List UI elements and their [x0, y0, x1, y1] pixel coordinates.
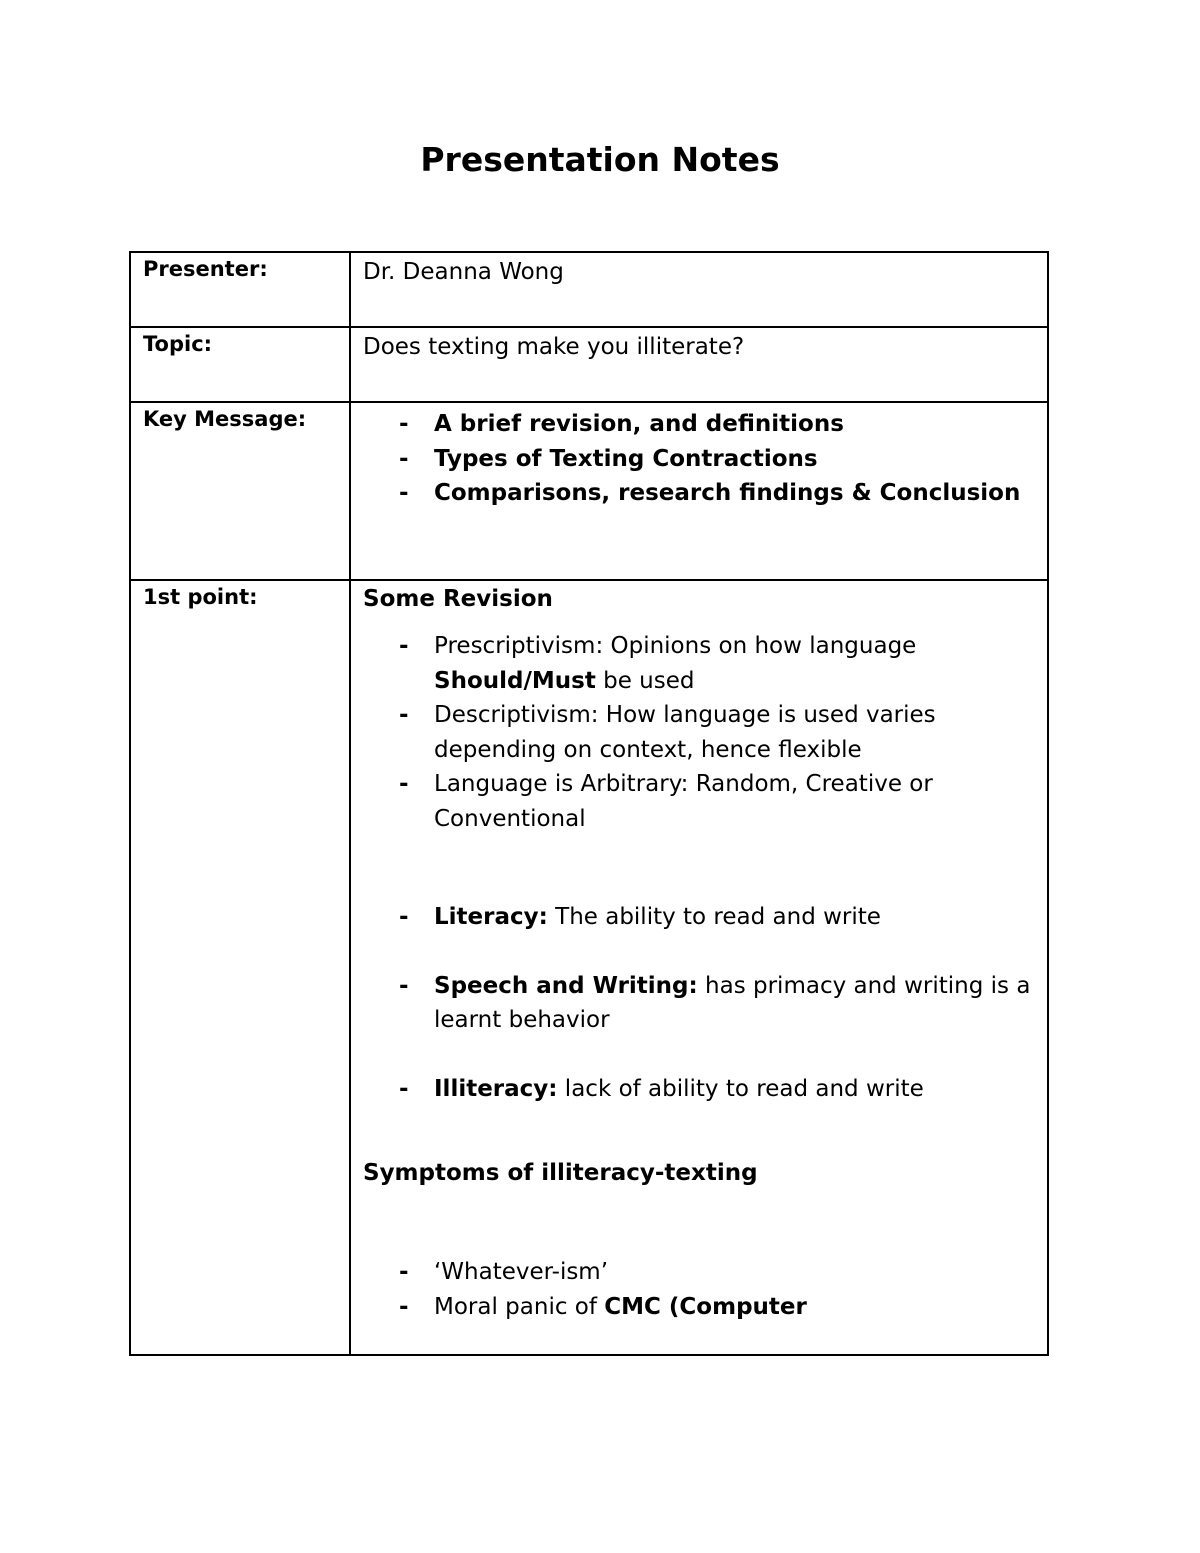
- revision-list: [363, 629, 1047, 836]
- first-point-value-cell: [350, 580, 1048, 1355]
- key-message-value-cell: [350, 402, 1048, 580]
- revision-item-text: Prescriptivism: Opinions on how language: [434, 633, 917, 659]
- topic-value-cell: [350, 327, 1048, 402]
- list-item: [363, 1072, 1047, 1107]
- key-message-label-cell: [130, 402, 350, 580]
- topic-value: Does texting make you illiterate?: [363, 334, 745, 360]
- presenter-label-cell: [130, 252, 350, 327]
- list-item: - Descriptivism: How language is used varies depending on context, hence flexible: [363, 698, 1047, 767]
- definition-list-speech: [363, 969, 1047, 1038]
- table-row-presenter: [130, 252, 1048, 327]
- presentation-notes-table: [129, 251, 1049, 1356]
- list-item: [363, 629, 1047, 698]
- definition-list-illiteracy: [363, 1072, 1047, 1107]
- definition-text: lack of ability to read and write: [557, 1075, 924, 1102]
- definition-text: The ability to read and write: [547, 904, 881, 930]
- list-item: - Language is Arbitrary: Random, Creative or Conventional: [363, 767, 1047, 836]
- list-item: [363, 900, 1047, 935]
- list-item: - ‘Whatever-ism’: [363, 1255, 1047, 1290]
- some-revision-heading: Some Revision: [363, 586, 553, 612]
- definition-list-literacy: [363, 900, 1047, 935]
- first-point-label: 1st point:: [143, 585, 258, 609]
- key-message-label: Key Message:: [143, 407, 307, 431]
- symptoms-heading: Symptoms of illiteracy-texting: [363, 1160, 758, 1186]
- definition-term: Speech and Writing:: [434, 972, 698, 999]
- list-item: [363, 1290, 1047, 1325]
- definition-term: Illiteracy:: [434, 1075, 558, 1102]
- revision-item-bold: Should/Must: [434, 667, 596, 694]
- table-row-first-point: [130, 580, 1048, 1355]
- page-title: Presentation Notes: [420, 140, 780, 179]
- symptom-text: Moral panic of: [434, 1293, 605, 1320]
- presenter-label: Presenter:: [143, 257, 268, 281]
- key-message-list: [363, 407, 1047, 511]
- topic-label: Topic:: [143, 332, 213, 356]
- presenter-value: Dr. Deanna Wong: [363, 259, 564, 285]
- list-item: [363, 969, 1047, 1038]
- definition-text: has primacy and writing is a learnt behavior: [434, 972, 1031, 1033]
- key-message-item: - A brief revision, and definitions: [363, 407, 1047, 442]
- table-row-key-message: [130, 402, 1048, 580]
- key-message-item: - Types of Texting Contractions: [363, 442, 1047, 477]
- first-point-label-cell: [130, 580, 350, 1355]
- presenter-value-cell: [350, 252, 1048, 327]
- topic-label-cell: [130, 327, 350, 402]
- revision-item-text: be used: [595, 667, 695, 694]
- key-message-item: - Comparisons, research findings & Conclusion: [363, 476, 1047, 511]
- definition-term: Literacy:: [434, 904, 548, 930]
- symptom-bold: CMC (Computer: [604, 1293, 807, 1320]
- table-row-topic: [130, 327, 1048, 402]
- symptoms-list: [363, 1255, 1047, 1324]
